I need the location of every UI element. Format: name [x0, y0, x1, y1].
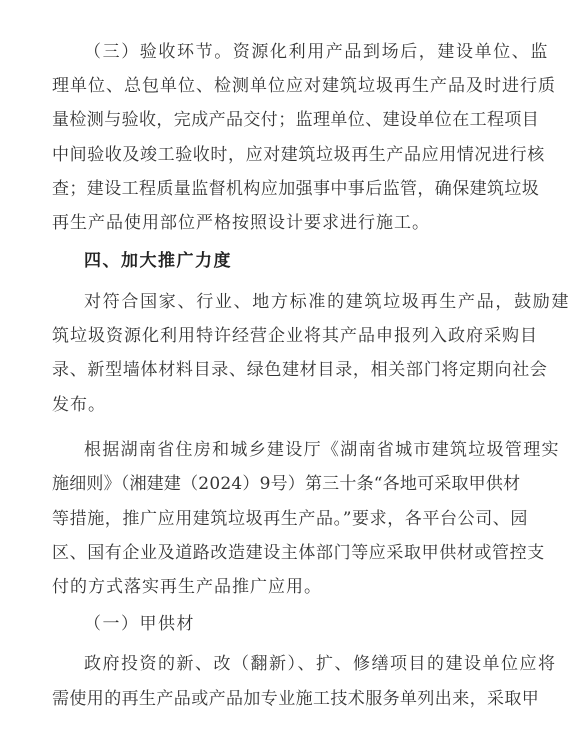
paragraph-regulation-line-3: 等措施，推广应用建筑垃圾再生产品。”要求，各平台公司、园: [52, 509, 528, 529]
paragraph-promotion-line-1: 对符合国家、行业、地方标准的建筑垃圾再生产品，鼓励建: [84, 292, 571, 312]
paragraph-promotion-line-4: 发布。: [52, 395, 106, 415]
paragraph-regulation-line-2: 施细则》（湘建建（2024）9号）第三十条“各地可采取甲供材: [52, 474, 521, 494]
paragraph-government-projects-line-1: 政府投资的新、改（翻新）、扩、修缮项目的建设单位应将: [84, 654, 557, 674]
subsection-heading-supplied-materials: （一）甲供材: [84, 614, 195, 634]
paragraph-acceptance-line-4: 中间验收及竣工验收时，应对建筑垃圾再生产品应用情况进行核: [52, 145, 545, 165]
paragraph-acceptance-line-5: 查；建设工程质量监督机构应加强事中事后监管，确保建筑垃圾: [52, 179, 540, 199]
paragraph-regulation-line-5: 付的方式落实再生产品推广应用。: [52, 577, 322, 597]
paragraph-regulation-line-4: 区、国有企业及道路改造建设主体部门等应采取甲供材或管控支: [52, 543, 545, 563]
paragraph-acceptance-line-2: 理单位、总包单位、检测单位应对建筑垃圾再生产品及时进行质: [52, 76, 556, 96]
paragraph-promotion-line-2: 筑垃圾资源化利用特许经营企业将其产品申报列入政府采购目: [52, 326, 538, 346]
paragraph-acceptance-line-6: 再生产品使用部位严格按照设计要求进行施工。: [52, 213, 430, 233]
paragraph-acceptance-line-3: 量检测与验收，完成产品交付；监理单位、建设单位在工程项目: [52, 110, 540, 130]
paragraph-government-projects-line-2: 需使用的再生产品或产品加专业施工技术服务单列出来，采取甲: [52, 689, 540, 709]
paragraph-acceptance-line-1: （三）验收环节。资源化利用产品到场后，建设单位、监: [84, 42, 549, 62]
section-heading-promotion: 四、加大推广力度: [84, 251, 232, 271]
paragraph-regulation-line-1: 根据湖南省住房和城乡建设厅《湖南省城市建筑垃圾管理实: [84, 440, 560, 460]
paragraph-promotion-line-3: 录、新型墙体材料目录、绿色建材目录，相关部门将定期向社会: [52, 360, 548, 380]
